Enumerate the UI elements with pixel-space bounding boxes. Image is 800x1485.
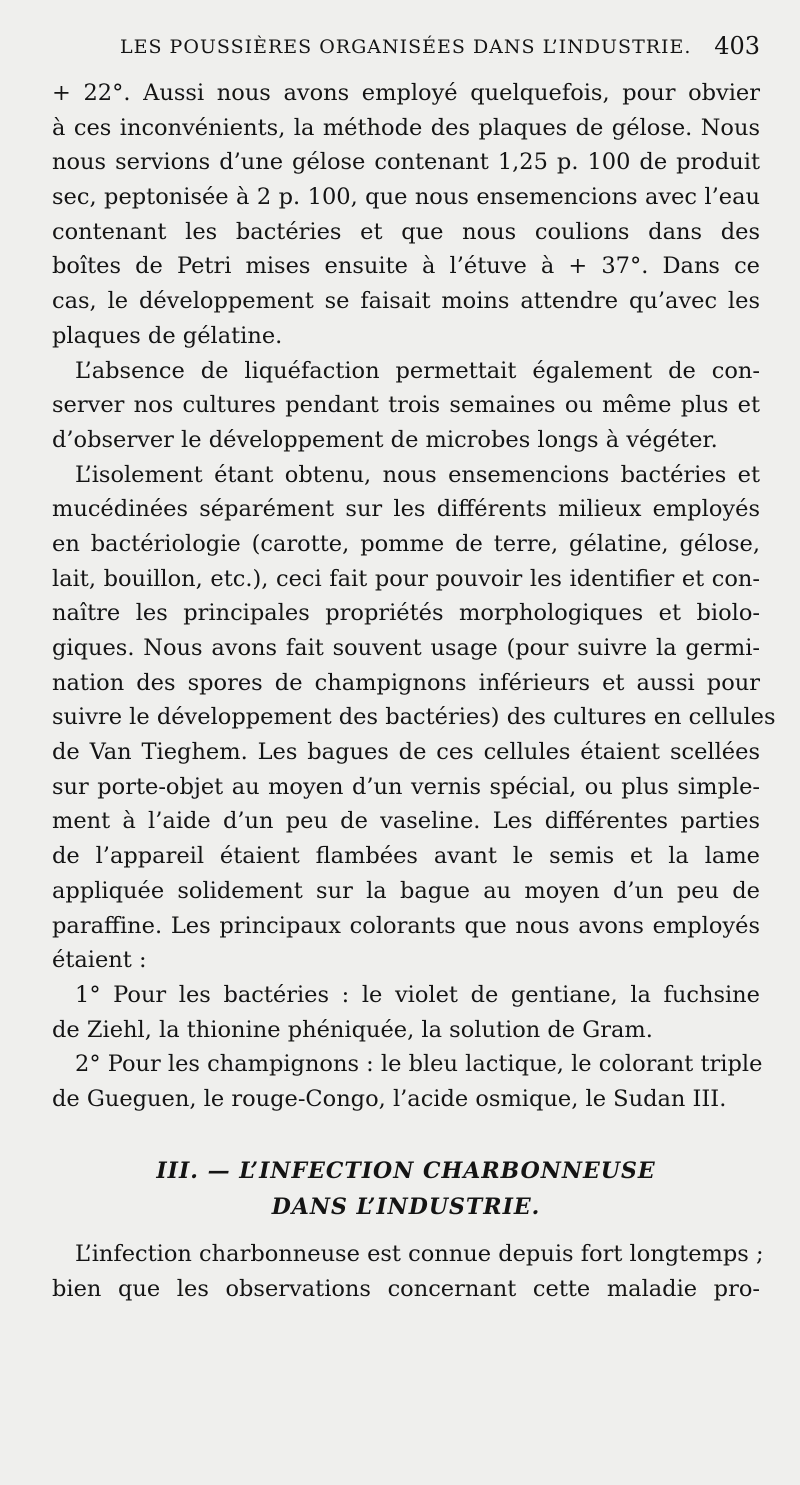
text-line: lait, bouillon, etc.), ceci fait pour pouvoir les identifier et con- xyxy=(52,565,760,592)
text-line: de Ziehl, la thionine phéniquée, la solution de Gram. xyxy=(52,1016,653,1043)
section-heading-line-1: III. — L’INFECTION CHARBONNEUSE xyxy=(156,1158,656,1184)
text-line: L’infection charbonneuse est connue depuis fort longtemps ; xyxy=(75,1241,764,1267)
section-heading-line-2: DANS L’INDUSTRIE. xyxy=(271,1194,541,1220)
text-line: bien que les observations concernant cette maladie pro- xyxy=(52,1275,760,1302)
text-line: L’absence de liquéfaction permettait également de con- xyxy=(75,357,760,384)
body-text-continued xyxy=(52,1237,764,1306)
text-line: suivre le développement des bactéries) des cultures en cellules xyxy=(52,704,776,731)
text-line: nation des spores de champignons inférieurs et aussi pour xyxy=(52,669,760,696)
body-text xyxy=(52,76,776,1117)
text-line: paraffine. Les principaux colorants que nous avons employés xyxy=(52,912,760,939)
text-line: appliquée solidement sur la bague au moyen d’un peu de xyxy=(52,877,760,904)
text-line: sec, peptonisée à 2 p. 100, que nous ensemencions avec l’eau xyxy=(52,184,760,211)
text-line: de Gueguen, le rouge-Congo, l’acide osmique, le Sudan III. xyxy=(52,1085,727,1112)
page-number: 403 xyxy=(714,32,760,60)
text-line: de Van Tieghem. Les bagues de ces cellules étaient scellées xyxy=(52,739,760,766)
text-line: de l’appareil étaient flambées avant le semis et la lame xyxy=(52,843,760,870)
text-line: contenant les bactéries et que nous coulions dans des xyxy=(52,218,760,245)
text-line: d’observer le développement de microbes longs à végéter. xyxy=(52,426,718,453)
running-head xyxy=(120,32,760,66)
text-line: sur porte-objet au moyen d’un vernis spécial, ou plus simple- xyxy=(52,773,760,800)
text-line: à ces inconvénients, la méthode des plaques de gélose. Nous xyxy=(52,114,760,141)
text-line: boîtes de Petri mises ensuite à l’étuve à + 37°. Dans ce xyxy=(52,253,760,280)
text-line: nous servions d’une gélose contenant 1,25 p. 100 de produit xyxy=(52,149,760,176)
text-line: plaques de gélatine. xyxy=(52,322,283,349)
text-line: L’isolement étant obtenu, nous ensemencions bactéries et xyxy=(75,461,760,488)
text-line: server nos cultures pendant trois semaines ou même plus et xyxy=(52,392,760,419)
running-head-title: LES POUSSIÈRES ORGANISÉES DANS L’INDUSTRIE. xyxy=(120,36,692,58)
text-line: 2° Pour les champignons : le bleu lactique, le colorant triple xyxy=(75,1051,763,1078)
text-line: mucédinées séparément sur les différents milieux employés xyxy=(52,496,760,523)
text-line: + 22°. Aussi nous avons employé quelquefois, pour obvier xyxy=(52,80,760,106)
text-line: naître les principales propriétés morphologiques et biolo- xyxy=(52,600,760,627)
text-line: giques. Nous avons fait souvent usage (pour suivre la germi- xyxy=(52,635,760,661)
text-line: 1° Pour les bactéries : le violet de gentiane, la fuchsine xyxy=(75,981,760,1008)
text-line: ment à l’aide d’un peu de vaseline. Les différentes parties xyxy=(52,808,760,835)
text-line: en bactériologie (carotte, pomme de terre, gélatine, gélose, xyxy=(52,530,760,557)
text-line: cas, le développement se faisait moins attendre qu’avec les xyxy=(52,288,760,315)
text-line: étaient : xyxy=(52,947,147,974)
